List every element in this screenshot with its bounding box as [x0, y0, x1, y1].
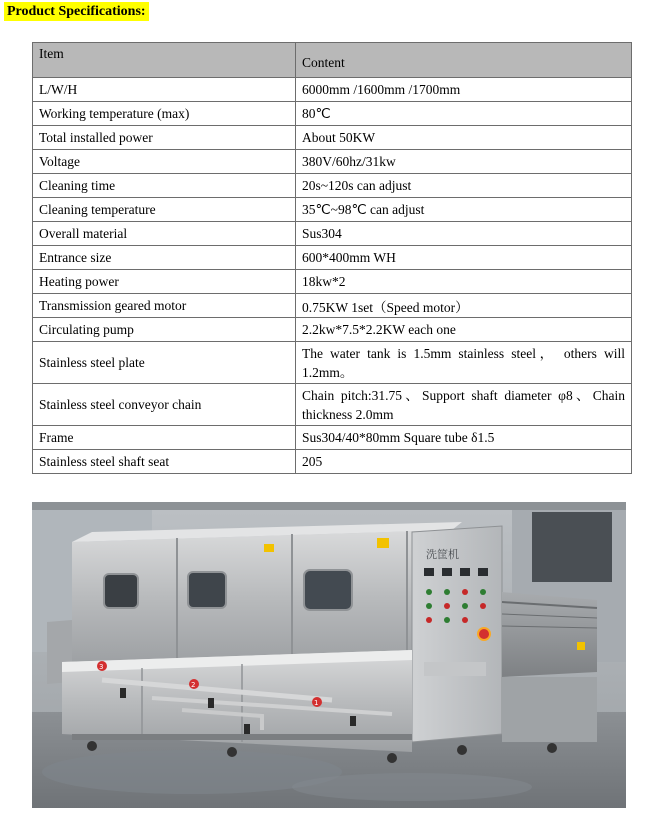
- table-row: [33, 426, 632, 450]
- row-content: 20s~120s can adjust: [296, 174, 632, 198]
- table-row: [33, 102, 632, 126]
- row-item: Entrance size: [33, 246, 296, 270]
- row-item: Stainless steel conveyor chain: [33, 384, 296, 426]
- row-content: 205: [296, 450, 632, 474]
- table-row: [33, 384, 632, 426]
- table-header-row: [33, 43, 632, 78]
- tank-marker-2: 2: [191, 681, 196, 689]
- row-content: 80℃: [296, 102, 632, 126]
- tank-marker-1: 1: [314, 699, 319, 707]
- spec-table: [32, 42, 632, 474]
- table-row: [33, 450, 632, 474]
- table-row: [33, 270, 632, 294]
- row-item: Stainless steel shaft seat: [33, 450, 296, 474]
- row-content: 6000mm /1600mm /1700mm: [296, 78, 632, 102]
- row-item: Stainless steel plate: [33, 342, 296, 384]
- row-item: Voltage: [33, 150, 296, 174]
- page-title: Product Specifications:: [4, 2, 149, 21]
- row-item: Total installed power: [33, 126, 296, 150]
- row-content: The water tank is 1.5mm stainless steel， others will 1.2mm。: [296, 342, 632, 384]
- row-item: Circulating pump: [33, 318, 296, 342]
- machine-photo: [32, 502, 626, 808]
- row-content: Sus304/40*80mm Square tube δ1.5: [296, 426, 632, 450]
- table-row: [33, 318, 632, 342]
- table-row: [33, 174, 632, 198]
- row-content: About 50KW: [296, 126, 632, 150]
- row-content: 380V/60hz/31kw: [296, 150, 632, 174]
- row-item: Cleaning temperature: [33, 198, 296, 222]
- row-content: Chain pitch:31.75、Support shaft diameter φ8、Chain thickness 2.0mm: [296, 384, 632, 426]
- row-content: 35℃~98℃ can adjust: [296, 198, 632, 222]
- row-content: 2.2kw*7.5*2.2KW each one: [296, 318, 632, 342]
- row-content: 0.75KW 1set（Speed motor）: [296, 294, 632, 318]
- header-content: Content: [296, 43, 632, 78]
- row-item: Working temperature (max): [33, 102, 296, 126]
- row-item: Overall material: [33, 222, 296, 246]
- table-row: [33, 294, 632, 318]
- row-item: Transmission geared motor: [33, 294, 296, 318]
- row-content: 18kw*2: [296, 270, 632, 294]
- panel-label: 洗筐机: [426, 548, 459, 561]
- table-row: [33, 246, 632, 270]
- table-row: [33, 222, 632, 246]
- table-row: [33, 342, 632, 384]
- tank-marker-3: 3: [99, 663, 104, 671]
- table-row: [33, 78, 632, 102]
- row-item: Heating power: [33, 270, 296, 294]
- header-item: Item: [33, 43, 296, 78]
- row-content: 600*400mm WH: [296, 246, 632, 270]
- row-content: Sus304: [296, 222, 632, 246]
- table-row: [33, 150, 632, 174]
- row-item: L/W/H: [33, 78, 296, 102]
- table-row: [33, 126, 632, 150]
- row-item: Cleaning time: [33, 174, 296, 198]
- table-row: [33, 198, 632, 222]
- row-item: Frame: [33, 426, 296, 450]
